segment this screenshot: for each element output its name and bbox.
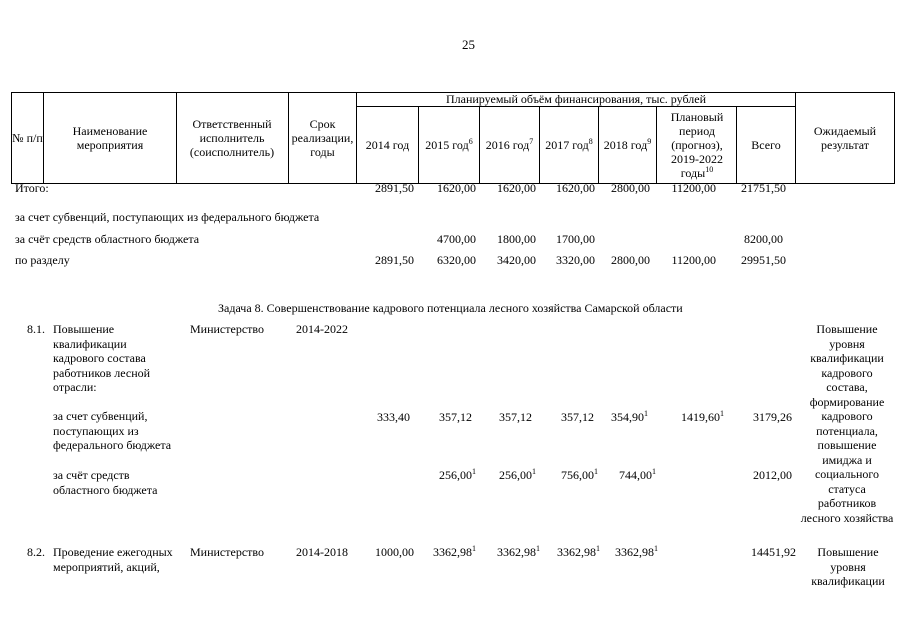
cell-plan: 1419,60$^1$ (681, 409, 724, 424)
cell-2018: 3362,98$^1$ (615, 544, 658, 559)
header-col-name: Наименование мероприятия (72, 124, 148, 152)
header-col-term: Срок реализации, годы (291, 117, 354, 159)
cell-2017: 3362,98$^1$ (557, 544, 600, 559)
summary-row-federal: за счет субвенций, поступающих из федерального бюджета (15, 210, 320, 224)
cell-2018: 744,00$^1$ (619, 467, 656, 482)
cell-2016: 357,12 (499, 410, 532, 424)
cell-2015: 4700,00 (437, 232, 476, 246)
cell-2015: 6320,00 (437, 253, 476, 267)
cell-2014: 1000,00 (375, 545, 414, 559)
header-year-2017: 2017 год$^8$ (545, 137, 593, 152)
cell-2014: 333,40 (377, 410, 410, 424)
cell-2014: 2891,50 (375, 253, 414, 267)
cell-2016: 1800,00 (497, 232, 536, 246)
header-col-executor: Ответственный исполнитель (соисполнитель) (189, 117, 275, 159)
page-number: 25 (462, 37, 475, 52)
cell-2016: 1620,00 (497, 181, 536, 195)
regional-label: за счёт средств областного бюджета (53, 468, 158, 497)
cell-total: 14451,92 (751, 545, 796, 559)
header-year-2018: 2018 год$^9$ (603, 137, 652, 152)
cell-2015: 1620,00 (437, 181, 476, 195)
item-result: Повышение уровня квалификации (811, 545, 885, 588)
header-total: Всего (751, 138, 781, 152)
cell-2018: 2800,00 (611, 253, 650, 267)
task-title: Задача 8. Совершенствование кадрового потенциала лесного хозяйства Самарской области (218, 301, 683, 315)
item-name: Проведение ежегодных мероприятий, акций, (53, 545, 173, 574)
cell-2017: 756,00$^1$ (561, 467, 598, 482)
cell-2016: 3420,00 (497, 253, 536, 267)
cell-plan: 11200,00 (671, 253, 716, 267)
cell-2017: 357,12 (561, 410, 594, 424)
item-result: Повышение уровня квалификации кадрового состава, формирование кадрового потенциала, повышение имиджа и социального статуса работников лесного хозяйства (800, 322, 894, 525)
header-col-number: № п/п (12, 131, 43, 145)
cell-2015: 3362,98$^1$ (433, 544, 476, 559)
cell-plan: 11200,00 (671, 181, 716, 195)
cell-total: 29951,50 (741, 253, 786, 267)
item-executor: Министерство (190, 545, 264, 559)
cell-2017: 1620,00 (556, 181, 595, 195)
row-label: Итого: (15, 181, 49, 195)
header-col-result: Ожидаемый результат (813, 124, 877, 152)
cell-2016: 3362,98$^1$ (497, 544, 540, 559)
cell-total: 8200,00 (744, 232, 783, 246)
header-plan-period: Плановый период (прогноз), 2019-2022 годы$^{10}$ (670, 110, 724, 180)
cell-2017: 1700,00 (556, 232, 595, 246)
cell-2017: 3320,00 (556, 253, 595, 267)
cell-2015: 256,00$^1$ (439, 467, 476, 482)
item-number: 8.2. (27, 545, 45, 559)
item-executor: Министерство (190, 322, 264, 336)
cell-2016: 256,00$^1$ (499, 467, 536, 482)
cell-2018: 354,90$^1$ (611, 409, 648, 424)
cell-total: 2012,00 (753, 468, 792, 482)
item-term: 2014-2022 (296, 322, 348, 336)
header-year-2016: 2016 год$^7$ (485, 137, 534, 152)
cell-2018: 2800,00 (611, 181, 650, 195)
cell-total: 21751,50 (741, 181, 786, 195)
item-number: 8.1. (27, 322, 45, 336)
header-year-2014: 2014 год (365, 138, 410, 152)
row-label: по разделу (15, 253, 70, 267)
cell-total: 3179,26 (753, 410, 792, 424)
item-name: Повышение квалификации кадрового состава работников лесной отрасли: (53, 322, 151, 394)
header-year-2015: 2015 год$^6$ (425, 137, 473, 152)
header-col-funding: Планируемый объём финансирования, тыс. рублей (445, 92, 706, 106)
federal-label: за счет субвенций, поступающих из федерального бюджета (53, 409, 172, 452)
row-label: за счёт средств областного бюджета (15, 232, 200, 246)
item-term: 2014-2018 (296, 545, 348, 559)
cell-2015: 357,12 (439, 410, 472, 424)
cell-2014: 2891,50 (375, 181, 414, 195)
